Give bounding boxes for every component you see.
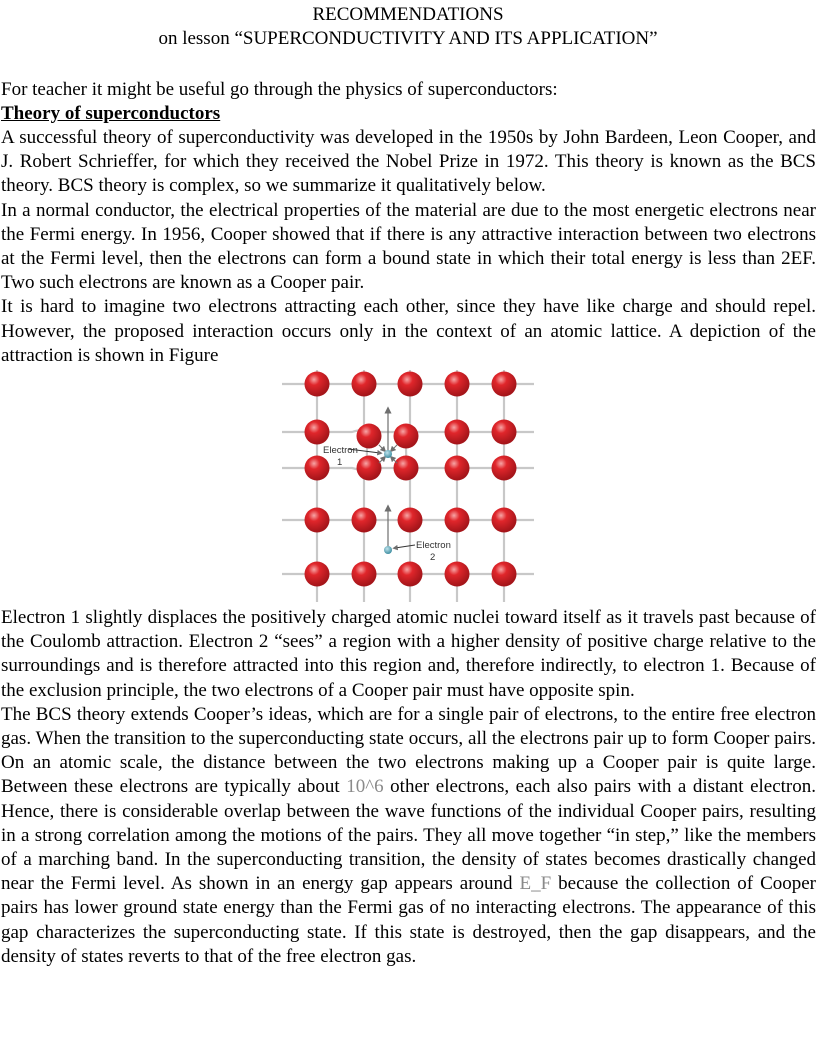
electron-count-value: 10^6	[346, 776, 384, 798]
atomic-nucleus	[492, 508, 517, 533]
lattice-diagram	[282, 370, 534, 602]
atomic-nucleus	[492, 456, 517, 481]
atomic-nucleus	[357, 456, 382, 481]
atomic-nucleus	[398, 562, 423, 587]
section-heading: Theory of superconductors	[1, 103, 221, 124]
electron1-dot	[384, 450, 392, 458]
attraction-arrow	[379, 458, 384, 463]
document-title: RECOMMENDATIONS	[312, 4, 504, 25]
electron1-label-number: 1	[337, 457, 343, 469]
atomic-nucleus	[352, 508, 377, 533]
paragraph-bcs-intro: A successful theory of superconductivity was developed in the 1950s by John Bardeen, Leon Cooper, and J. Robert Schrieffer, for which they received the Nobel Prize in 1972. This theory is known as the BCS theory. BCS theory is complex, so we summarize it qualitatively below.	[1, 127, 816, 197]
atomic-nucleus	[357, 424, 382, 449]
electron2-label-word: Electron	[416, 540, 451, 552]
intro-line: For teacher it might be useful go through the physics of superconductors:	[1, 79, 558, 100]
electron2-pointer	[395, 545, 415, 548]
atomic-nucleus	[398, 508, 423, 533]
bcs-text-part1: The BCS theory extends Cooper’s ideas, which are for a single pair of electrons, to the entire free electron gas. When the transition to the superconducting state occurs, all the electrons pair up to form Cooper pairs. On an atomic scale, the distance between the two electrons making up a Cooper pair is quite large. Between these electrons are typically about	[1, 703, 816, 798]
paragraph-normal-conductor: In a normal conductor, the electrical properties of the material are due to the most energetic electrons near the Fermi energy. In 1956, Cooper showed that if there is any attractive interaction between two electrons at the Fermi level, then the electrons can form a bound state in which their total energy is less than 2EF. Two such electrons are known as a Cooper pair.	[1, 199, 816, 294]
paragraph-electron-displacement: Electron 1 slightly displaces the positively charged atomic nuclei toward itself as it travels past because of the Coulomb attraction. Electron 2 “sees” a region with a higher density of positive charge relative to the surroundings and is therefore attracted into this region and, therefore indirectly, to electron 1. Because of the exclusion principle, the two electrons of a Cooper pair must have opposite spin.	[1, 607, 816, 701]
atomic-nucleus	[398, 372, 423, 397]
atomic-nucleus	[394, 424, 419, 449]
fermi-energy-symbol: E_F	[519, 873, 552, 895]
atomic-nucleus	[352, 562, 377, 587]
bcs-text-part3: because the collection of Cooper pairs has lower ground state energy than the Fermi gas of no interacting electrons. The appearance of this gap characterizes the superconducting state. If this state is destroyed, then the gap disappears, and the density of states reverts to that of the free electron gas.	[1, 873, 816, 967]
atomic-nucleus	[492, 372, 517, 397]
document-subtitle: on lesson “SUPERCONDUCTIVITY AND ITS APPLICATION”	[158, 28, 658, 49]
attraction-arrow	[392, 445, 397, 450]
electron2-dot	[384, 546, 392, 554]
electron2-label-number: 2	[430, 552, 436, 564]
figure-cooper-pair	[0, 368, 816, 606]
atomic-nucleus	[305, 456, 330, 481]
atomic-nucleus	[394, 456, 419, 481]
atomic-nucleus	[492, 420, 517, 445]
electron-labels	[323, 445, 451, 563]
bcs-text-part2: other electrons, each also pairs with a distant electron. Hence, there is considerable overlap between the wave functions of the individual Cooper pairs, resulting in a strong correlation among the motions of the pairs. They all move together “in step,” like the members of a marching band. In the superconducting transition, the density of states becomes drastically changed near the Fermi level. As shown in an energy gap appears around	[1, 776, 816, 895]
atomic-nucleus	[445, 456, 470, 481]
paragraph-attraction: It is hard to imagine two electrons attracting each other, since they have like charge and should repel. However, the proposed interaction occurs only in the context of an atomic lattice. A depiction of the attraction is shown in Figure	[1, 296, 816, 366]
paragraph-bcs-extension	[0, 703, 816, 969]
atomic-nucleus	[305, 420, 330, 445]
atomic-nucleus	[445, 508, 470, 533]
attraction-arrow	[379, 445, 384, 450]
atomic-nucleus	[305, 372, 330, 397]
atomic-nucleus	[305, 508, 330, 533]
electron1-label-word: Electron	[323, 445, 358, 457]
atomic-nucleus	[445, 372, 470, 397]
atomic-nucleus	[492, 562, 517, 587]
atomic-nucleus	[352, 372, 377, 397]
atomic-nucleus	[305, 562, 330, 587]
atomic-nucleus	[445, 420, 470, 445]
atomic-nucleus	[445, 562, 470, 587]
